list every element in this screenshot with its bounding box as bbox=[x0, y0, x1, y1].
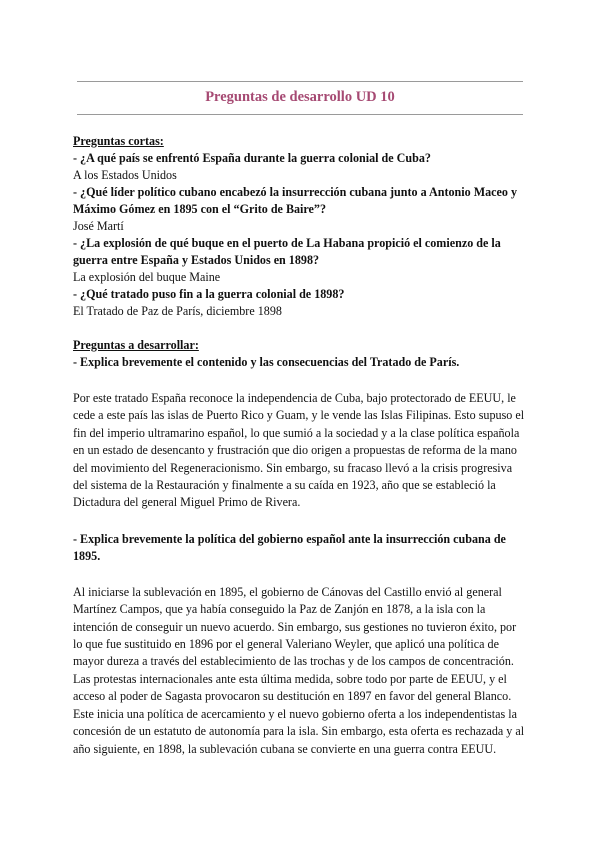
develop-questions-heading: Preguntas a desarrollar: bbox=[73, 338, 199, 352]
develop-question-2: - Explica brevemente la política del gobierno español ante la insurrección cubana de 1895. bbox=[73, 531, 506, 563]
short-answer: José Martí bbox=[73, 219, 124, 233]
short-question: - ¿Qué líder político cubano encabezó la insurrección cubana junto a Antonio Maceo y Máximo Gómez en 1895 con el “Grito de Baire”? bbox=[73, 185, 518, 216]
short-question: - ¿Qué tratado puso fin a la guerra colonial de 1898? bbox=[73, 287, 345, 301]
short-answer: La explosión del buque Maine bbox=[73, 270, 221, 284]
short-questions-heading: Preguntas cortas: bbox=[73, 134, 164, 148]
short-question: - ¿A qué país se enfrentó España durante la guerra colonial de Cuba? bbox=[73, 151, 431, 165]
short-answer: A los Estados Unidos bbox=[73, 168, 177, 182]
develop-answer-1: Por este tratado España reconoce la independencia de Cuba, bajo protectorado de EEUU, le cede a este país las islas de Puerto Rico y Guam, y le vende las Islas Filipinas. Esto supuso el fin del imperio ultramarino español, lo que sumió a la sociedad y a la clase política española en un estado de desencanto y frustración que dio origen a propuestas de reforma de la mano del movimiento del Regeneracionismo. Sin embargo, su fracaso llevó a la crisis progresiva del sistema de la Restauración y finalmente a su caída en 1923, año que se estableció la Dictadura del general Miguel Primo de Rivera. bbox=[73, 391, 525, 510]
document-body bbox=[73, 133, 528, 758]
page-title: Preguntas de desarrollo UD 10 bbox=[205, 89, 395, 105]
top-rule bbox=[77, 81, 523, 82]
short-question: - ¿La explosión de qué buque en el puerto de La Habana propició el comienzo de la guerra entre España y Estados Unidos en 1898? bbox=[73, 236, 501, 267]
short-answer: El Tratado de Paz de París, diciembre 1898 bbox=[73, 304, 282, 318]
develop-question-1: - Explica brevemente el contenido y las consecuencias del Tratado de París. bbox=[73, 355, 460, 369]
bottom-rule bbox=[77, 114, 523, 115]
develop-answer-2: Al iniciarse la sublevación en 1895, el gobierno de Cánovas del Castillo envió al general Martínez Campos, que ya había conseguido la Paz de Zanjón en 1878, a la isla con la intención de conseguir un nuevo acuerdo. Sin embargo, sus gestiones no tuvieron éxito, por lo que fue sustituido en 1896 por el general Valeriano Weyler, que aplicó una política de mayor dureza a través del establecimiento de las trochas y de los campos de concentración. Las protestas internacionales ante esta última medida, sobre todo por parte de EEUU, y el acceso al poder de Sagasta provocaron su destitución en 1897 en favor del general Blanco. Este inicia una política de acercamiento y el nuevo gobierno oferta a los independentistas la concesión de un estatuto de autonomía para la isla. Sin embargo, esta oferta es rechazada y al año siguiente, en 1898, la sublevación cubana se convierte en una guerra contra EEUU. bbox=[73, 584, 525, 756]
